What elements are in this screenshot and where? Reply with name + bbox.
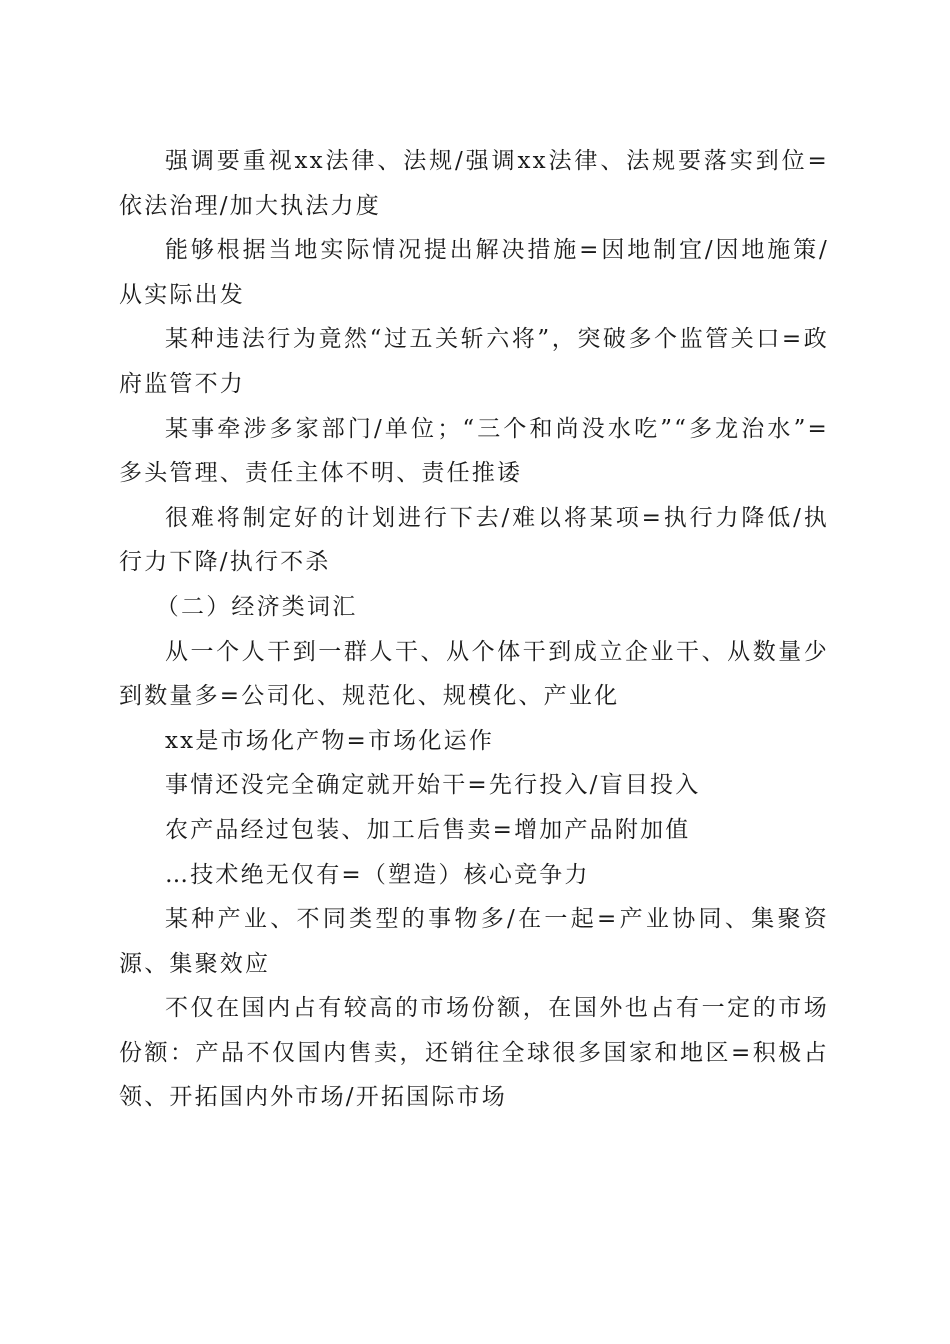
paragraph-industrial-synergy: 某种产业、不同类型的事物多/在一起=产业协同、集聚资源、集聚效应 — [119, 906, 829, 977]
paragraph-multi-management: 某事牵涉多家部门/单位；“三个和尚没水吃”“多龙治水”=多头管理、责任主体不明、责任推诿 — [119, 415, 829, 487]
paragraph-added-value: 农产品经过包装、加工后售卖=增加产品附加值 — [165, 816, 691, 843]
document-body — [119, 139, 829, 1120]
paragraph-local-conditions: 能够根据当地实际情况提出解决措施=因地制宜/因地施策/从实际出发 — [119, 237, 829, 308]
paragraph-market-operation: xx是市场化产物=市场化运作 — [165, 727, 495, 754]
section-heading-economy: （二）经济类词汇 — [155, 593, 358, 620]
paragraph-law-enforcement: 强调要重视xx法律、法规/强调xx法律、法规要落实到位=依法治理/加大执法力度 — [119, 148, 829, 219]
paragraph-international-market: 不仅在国内占有较高的市场份额，在国外也占有一定的市场份额：产品不仅国内售卖，还销往全球很多国家和地区=积极占领、开拓国内外市场/开拓国际市场 — [119, 995, 829, 1111]
paragraph-early-investment: 事情还没完全确定就开始干=先行投入/盲目投入 — [165, 772, 701, 799]
paragraph-core-competitiveness: …技术绝无仅有=（塑造）核心竞争力 — [165, 861, 590, 888]
paragraph-industrialization: 从一个人干到一群人干、从个体干到成立企业干、从数量少到数量多=公司化、规范化、规模化、产业化 — [119, 638, 829, 710]
paragraph-execution: 很难将制定好的计划进行下去/难以将某项=执行力降低/执行力下降/执行不杀 — [119, 504, 829, 576]
paragraph-weak-supervision: 某种违法行为竟然“过五关斩六将”，突破多个监管关口=政府监管不力 — [119, 326, 829, 397]
